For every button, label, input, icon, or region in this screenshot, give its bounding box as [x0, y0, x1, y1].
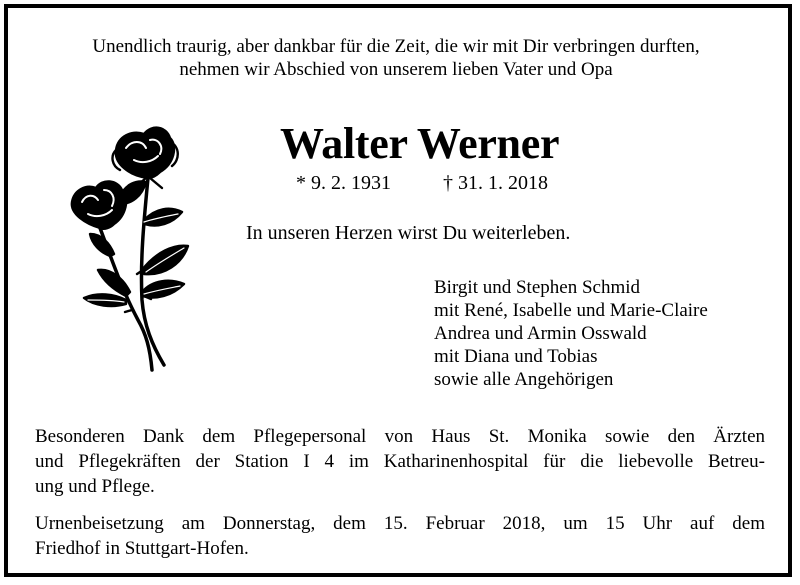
- death-date: † 31. 1. 2018: [443, 172, 548, 194]
- deceased-name: Walter Werner: [280, 119, 560, 168]
- family-line-4: mit Diana und Tobias: [434, 346, 598, 367]
- family-line-3: Andrea und Armin Osswald: [434, 323, 647, 344]
- family-line-2: mit René, Isabelle und Marie-Claire: [434, 300, 708, 321]
- thanks-line-1: Besonderen Dank dem Pflegepersonal von Haus St. Monika sowie den Ärzten: [35, 426, 765, 447]
- burial-line-2: Friedhof in Stuttgart-Hofen.: [35, 538, 249, 559]
- intro-line-2: nehmen wir Abschied von unserem lieben Vater und Opa: [179, 59, 613, 80]
- burial-line-1: Urnenbeisetzung am Donnerstag, dem 15. Februar 2018, um 15 Uhr auf dem: [35, 513, 765, 534]
- thanks-line-3: ung und Pflege.: [35, 476, 155, 497]
- family-line-5: sowie alle Angehörigen: [434, 369, 614, 390]
- birth-date: * 9. 2. 1931: [296, 172, 391, 194]
- intro-line-1: Unendlich traurig, aber dankbar für die Zeit, die wir mit Dir verbringen durften,: [92, 36, 700, 57]
- family-line-1: Birgit und Stephen Schmid: [434, 277, 641, 298]
- motto: In unseren Herzen wirst Du weiterleben.: [246, 222, 571, 244]
- thanks-line-2: und Pflegekräften der Station I 4 im Katharinenhospital für die liebevolle Betreu-: [35, 451, 765, 472]
- rose-icon: [60, 120, 195, 380]
